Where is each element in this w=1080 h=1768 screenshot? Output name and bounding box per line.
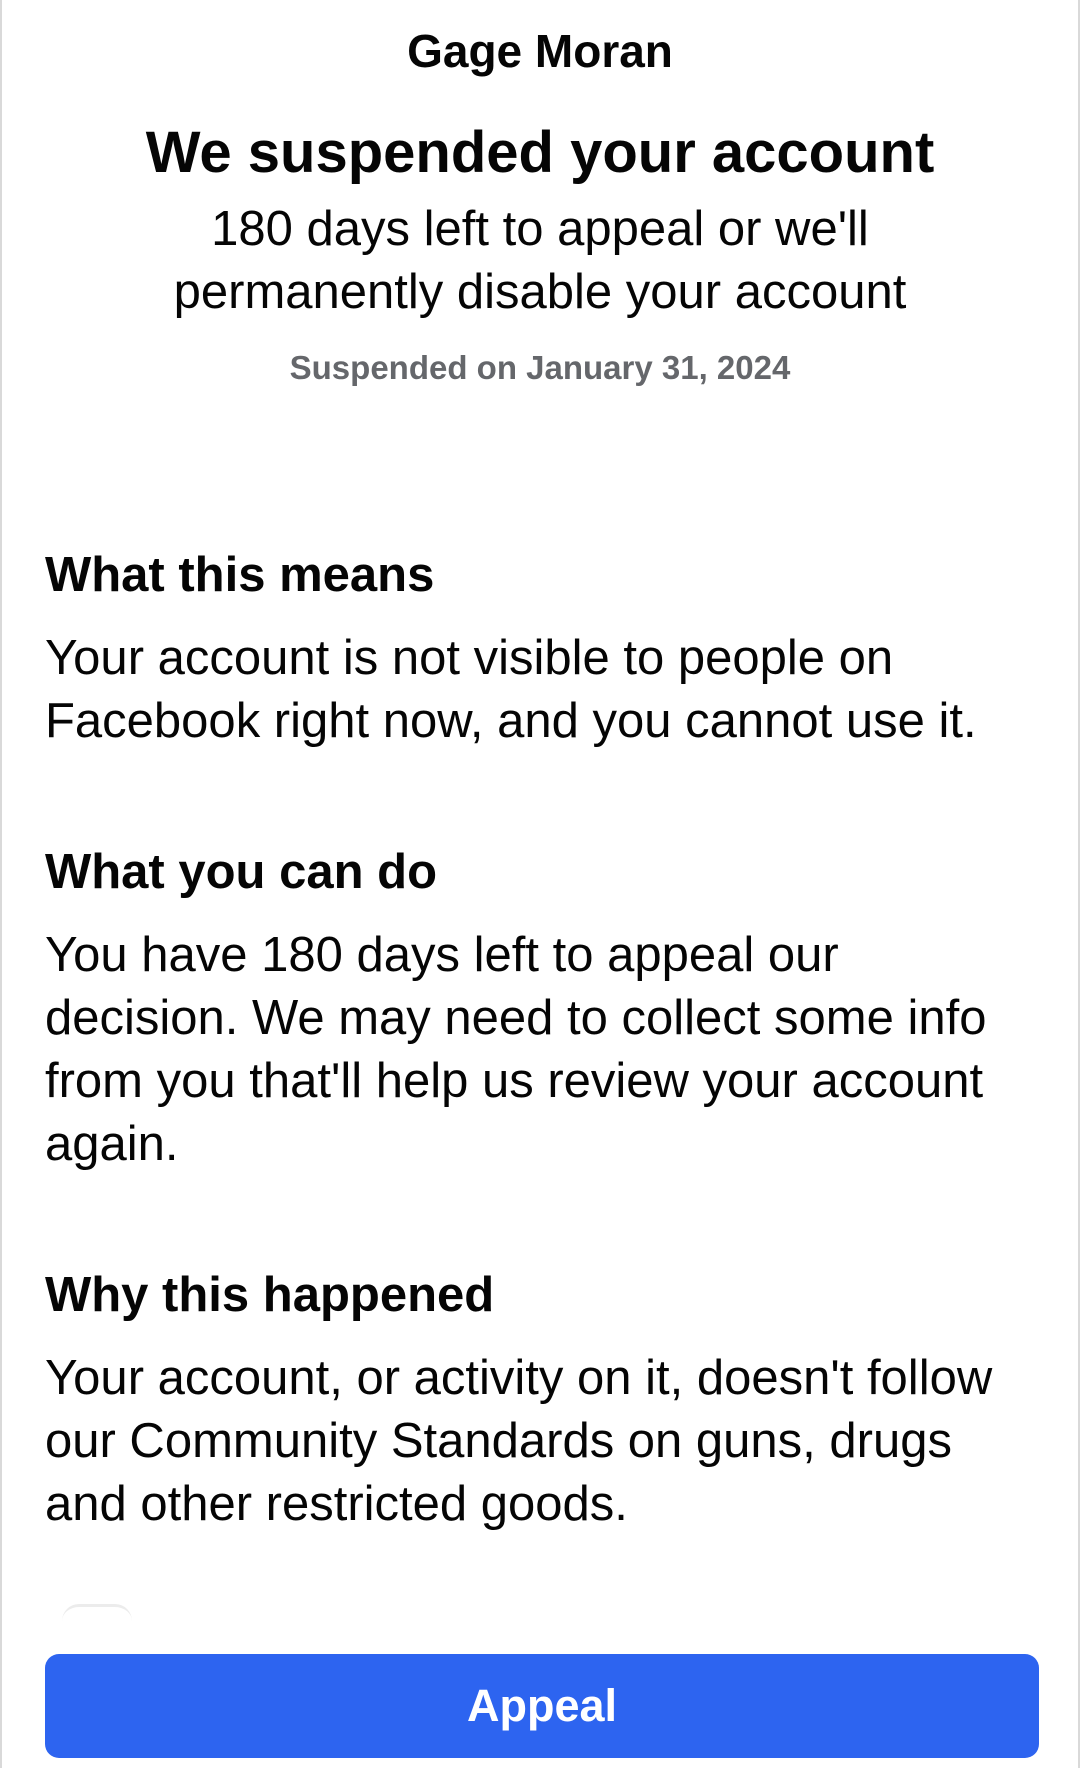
section-heading: Why this happened <box>45 1268 495 1322</box>
appeal-button[interactable]: Appeal <box>45 1654 1039 1758</box>
section-heading: What you can do <box>45 845 437 899</box>
section-body: Your account is not visible to people on Facebook right now, and you cannot use it. <box>45 631 977 748</box>
suspension-header <box>2 18 1078 388</box>
page-title: We suspended your account <box>145 120 935 185</box>
section-heading: What this means <box>45 548 435 602</box>
section-what-you-can-do <box>45 842 1045 1176</box>
section-what-this-means <box>45 545 1045 753</box>
section-body: You have 180 days left to appeal our decision. We may need to collect some info from you that'll help us review your account again. <box>45 928 987 1171</box>
appeal-deadline-subtitle: 180 days left to appeal or we'll permanently disable your account <box>173 202 907 319</box>
section-why-this-happened <box>45 1265 1045 1536</box>
account-name: Gage Moran <box>407 25 673 77</box>
partially-hidden-avatar <box>62 1604 132 1621</box>
section-body: Your account, or activity on it, doesn't follow our Community Standards on guns, drugs and other restricted goods. <box>45 1351 993 1531</box>
suspended-date: Suspended on January 31, 2024 <box>289 349 791 386</box>
